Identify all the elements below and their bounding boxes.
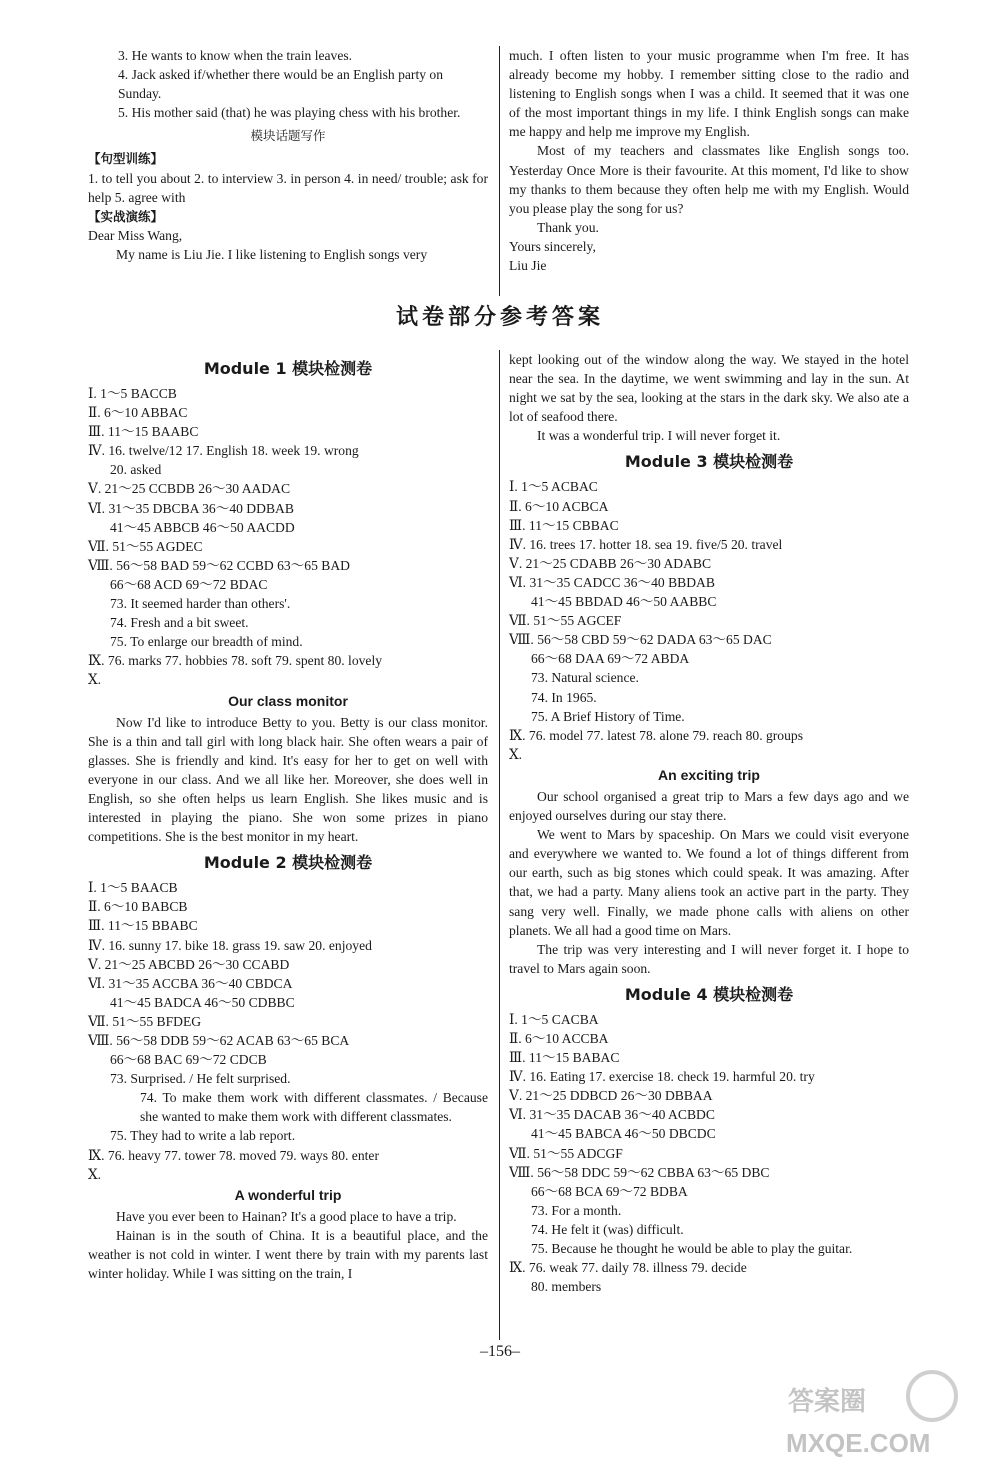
letter-greeting: Dear Miss Wang, xyxy=(88,227,183,243)
letter-line: Thank you. xyxy=(537,219,599,235)
answer-line: Ⅱ. 6～10 ACCBA xyxy=(509,1031,609,1046)
watermark-logo xyxy=(782,1366,982,1461)
essay-paragraph: Have you ever been to Hainan? It's a good place to have a trip. xyxy=(116,1208,457,1224)
module-2-title: Module 2 模块检测卷 xyxy=(203,853,373,873)
answer-line: 74. Fresh and a bit sweet. xyxy=(110,615,249,631)
answer-line: Ⅶ. 51～55 ADCGF xyxy=(509,1145,623,1161)
answer-line: 66～68 BCA 69～72 BDBA xyxy=(531,1183,688,1199)
answer-line: 75. A Brief History of Time. xyxy=(531,708,685,724)
answer-line: Ⅲ. 11～15 BABAC xyxy=(509,1050,620,1066)
answer-line: 3. He wants to know when the train leaves. xyxy=(118,48,353,63)
answer-line: Ⅷ. 56～58 DDC 59～62 CBBA 63～65 DBC xyxy=(509,1164,770,1180)
answer-line: 41～45 BABCA 46～50 DBCDC xyxy=(531,1126,716,1142)
answer-line: 41～45 BADCA 46～50 CDBBC xyxy=(110,994,295,1010)
answer-line: 73. It seemed harder than others'. xyxy=(110,596,291,612)
answer-line: Ⅳ. 16. Eating 17. exercise 18. check 19. harmful 20. try xyxy=(509,1069,815,1085)
answer-line: 74. In 1965. xyxy=(531,689,597,705)
answer-line: Ⅵ. 31～35 CADCC 36～40 BBDAB xyxy=(509,574,715,590)
answer-line: Ⅸ. 76. marks 77. hobbies 78. soft 79. spent 80. lovely xyxy=(88,653,383,669)
answer-line: Ⅸ. 76. heavy 77. tower 78. moved 79. ways 80. enter xyxy=(88,1147,379,1163)
answer-line: Ⅵ. 31～35 DACAB 36～40 ACBDC xyxy=(509,1107,715,1123)
practice-label: 【实战演练】 xyxy=(88,208,164,224)
answer-line: 66～68 DAA 69～72 ABDA xyxy=(531,651,690,667)
answer-line: Ⅶ. 51～55 AGCEF xyxy=(509,613,622,629)
answer-line: Ⅴ. 21～25 CDABB 26～30 ADABC xyxy=(509,555,712,571)
answer-line: 80. members xyxy=(531,1279,602,1295)
essay-paragraph: Hainan is in the south of China. It is a beautiful place, and the weather is not cold in winter. I went there by train with my parents last winter holiday. While I was sitting on the train, I xyxy=(88,1227,488,1282)
column-divider-top xyxy=(499,46,500,296)
bottom-left-column xyxy=(88,352,488,1283)
svg-text:答案圈: 答案圈 xyxy=(788,1386,867,1416)
essay-paragraph: It was a wonderful trip. I will never forget it. xyxy=(537,428,781,444)
column-divider-bottom xyxy=(499,350,500,1340)
answer-line: Ⅵ. 31～35 DBCBA 36～40 DDBAB xyxy=(88,500,294,516)
letter-line: much. I often listen to your music programme when I'm free. It has already become my hobby. I remember sitting close to the radio and listening to English songs when I was a child. It seemed that it was one of the most important things in my life. I think English songs can make me happy and help me improve my English. xyxy=(509,48,909,140)
answer-line: 73. Surprised. / He felt surprised. xyxy=(110,1071,291,1087)
answer-line: Ⅹ. xyxy=(88,1166,102,1182)
module-1-title: Module 1 模块检测卷 xyxy=(203,359,373,378)
svg-text:MXQE.COM: MXQE.COM xyxy=(786,1428,931,1458)
answer-line: Ⅳ. 16. twelve/12 17. English 18. week 19. wrong xyxy=(88,443,359,459)
answer-line: 74. He felt it (was) difficult. xyxy=(531,1221,684,1237)
answer-line: Ⅲ. 11～15 BBABC xyxy=(88,918,198,934)
writing-heading: 模块话题写作 xyxy=(250,128,326,144)
essay-title: A wonderful trip xyxy=(234,1186,342,1203)
sentence-training-label: 【句型训练】 xyxy=(88,151,164,167)
answer-line: Ⅷ. 56～58 CBD 59～62 DADA 63～65 DAC xyxy=(509,632,772,648)
answer-line: 75. They had to write a lab report. xyxy=(110,1128,296,1144)
answer-line: 66～68 ACD 69～72 BDAC xyxy=(110,576,268,592)
answer-line: Ⅷ. 56～58 BAD 59～62 CCBD 63～65 BAD xyxy=(88,557,350,573)
essay-title: An exciting trip xyxy=(658,766,760,783)
answer-line: Ⅷ. 56～58 DDB 59～62 ACAB 63～65 BCA xyxy=(88,1033,350,1048)
answer-line: 74. To make them work with different classmates. / Because she wanted to make them work with different classmates. xyxy=(140,1090,488,1125)
answer-line: Ⅰ. 1～5 BAACB xyxy=(88,880,178,896)
module-4-title: Module 4 模块检测卷 xyxy=(624,984,794,1004)
answer-line: Ⅰ. 1～5 CACBA xyxy=(509,1011,599,1027)
answer-line: 41～45 BBDAD 46～50 AABBC xyxy=(531,594,717,610)
answer-line: Ⅲ. 11～15 BAABC xyxy=(88,424,199,440)
answer-line: Ⅵ. 31～35 ACCBA 36～40 CBDCA xyxy=(88,975,293,991)
essay-paragraph: kept looking out of the window along the way. We stayed in the hotel near the sea. In the daytime, we went swimming and lay in the sun. At night we sat by the sea, looking at the stars in the dark sky. We also ate a lot of seafood there. xyxy=(509,352,909,425)
essay-paragraph: Our school organised a great trip to Mars a few days ago and we enjoyed ourselves during our stay there. xyxy=(509,788,909,824)
answer-line: Ⅳ. 16. trees 17. hotter 18. sea 19. five/5 20. travel xyxy=(509,536,783,552)
answer-line: 4. Jack asked if/whether there would be an English party on Sunday. xyxy=(118,67,444,102)
essay-title: Our class monitor xyxy=(228,692,348,709)
answer-line: 41～45 ABBCB 46～50 AACDD xyxy=(110,519,295,535)
answer-line: 73. Natural science. xyxy=(531,670,639,686)
answer-line: 75. To enlarge our breadth of mind. xyxy=(110,634,303,650)
answer-line: Ⅸ. 76. model 77. latest 78. alone 79. reach 80. groups xyxy=(509,727,803,743)
answer-line: Ⅴ. 21～25 ABCBD 26～30 CCABD xyxy=(88,956,290,972)
sentence-training-answers: 1. to tell you about 2. to interview 3. in person 4. in need/ trouble; ask for help 5. agree with xyxy=(88,170,488,205)
answer-line: Ⅱ. 6～10 ABBAC xyxy=(88,405,188,421)
answer-line: Ⅹ. xyxy=(509,746,523,762)
answer-line: 66～68 BAC 69～72 CDCB xyxy=(110,1052,267,1068)
essay-paragraph: We went to Mars by spaceship. On Mars we could visit everyone and everywhere we wanted to. We found a lot of things different from our earth, such as big stones which could speak. It was amazing. After that, we had a party. Many aliens took an active part in the party. They sang very well. Finally, we made phone calls with aliens on other planets. We all had a good time on Mars. xyxy=(509,827,909,938)
answer-line: Ⅱ. 6～10 BABCB xyxy=(88,899,188,915)
bottom-right-column xyxy=(509,350,909,1296)
answer-line: Ⅱ. 6～10 ACBCA xyxy=(509,498,609,514)
answer-line: Ⅳ. 16. sunny 17. bike 18. grass 19. saw 20. enjoyed xyxy=(88,937,372,953)
letter-line: Most of my teachers and classmates like English songs too. Yesterday Once More is their favourite. At this moment, I'd like to show my thanks to them because they often help me with my English. Would you please play the song for us? xyxy=(509,143,909,216)
answer-line: 73. For a month. xyxy=(531,1202,622,1218)
top-right-column xyxy=(509,46,909,275)
page-number: –156– xyxy=(480,1343,520,1360)
answer-line: 75. Because he thought he would be able to play the guitar. xyxy=(531,1241,853,1257)
answer-section-title: 试卷部分参考答案 xyxy=(395,305,604,330)
top-left-column xyxy=(88,46,488,264)
answer-line: Ⅰ. 1～5 ACBAC xyxy=(509,479,598,495)
module-3-title: Module 3 模块检测卷 xyxy=(624,452,794,472)
essay-paragraph: Now I'd like to introduce Betty to you. Betty is our class monitor. She is a thin and tall girl with long black hair. She often wears a pair of glasses. She is friendly and kind. It's easy for her to get on well with everyone in our class. And we all like her. Moreover, she does well in English, so she often helps us learn English. She likes music and is interested in playing the piano. She won some prizes in piano competitions. She is the best monitor in my heart. xyxy=(88,714,488,845)
answer-line: Ⅶ. 51～55 BFDEG xyxy=(88,1013,202,1029)
answer-line: Ⅶ. 51～55 AGDEC xyxy=(88,538,203,554)
answer-line: 20. asked xyxy=(110,462,162,478)
answer-line: Ⅹ. xyxy=(88,672,102,688)
letter-line: Liu Jie xyxy=(509,258,547,274)
answer-line: Ⅴ. 21～25 CCBDB 26～30 AADAC xyxy=(88,481,291,497)
answer-line: Ⅸ. 76. weak 77. daily 78. illness 79. decide xyxy=(509,1260,747,1276)
letter-paragraph: My name is Liu Jie. I like listening to English songs very xyxy=(116,246,428,262)
answer-line: Ⅲ. 11～15 CBBAC xyxy=(509,517,619,533)
letter-line: Yours sincerely, xyxy=(509,238,596,254)
essay-paragraph: The trip was very interesting and I will never forget it. I hope to travel to Mars again soon. xyxy=(509,941,909,976)
answer-line: 5. His mother said (that) he was playing chess with his brother. xyxy=(118,105,461,121)
answer-line: Ⅰ. 1～5 BACCB xyxy=(88,386,177,401)
answer-line: Ⅴ. 21～25 DDBCD 26～30 DBBAA xyxy=(509,1088,713,1104)
